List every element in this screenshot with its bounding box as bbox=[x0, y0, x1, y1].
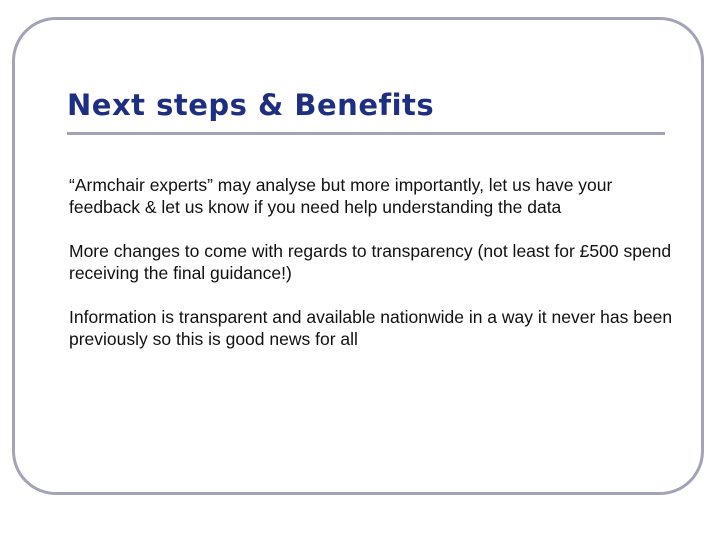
title-underline bbox=[67, 132, 665, 135]
slide-title: Next steps & Benefits bbox=[67, 88, 435, 122]
paragraph-information-nationwide: Information is transparent and available nationwide in a way it never has been previously so this is good news for all bbox=[69, 307, 673, 349]
paragraph-transparency-changes: More changes to come with regards to transparency (not least for £500 spend receiving the final guidance!) bbox=[69, 241, 672, 283]
paragraph-feedback: “Armchair experts” may analyse but more importantly, let us have your feedback & let us know if you need help understanding the data bbox=[69, 175, 613, 217]
slide-body bbox=[69, 174, 679, 372]
